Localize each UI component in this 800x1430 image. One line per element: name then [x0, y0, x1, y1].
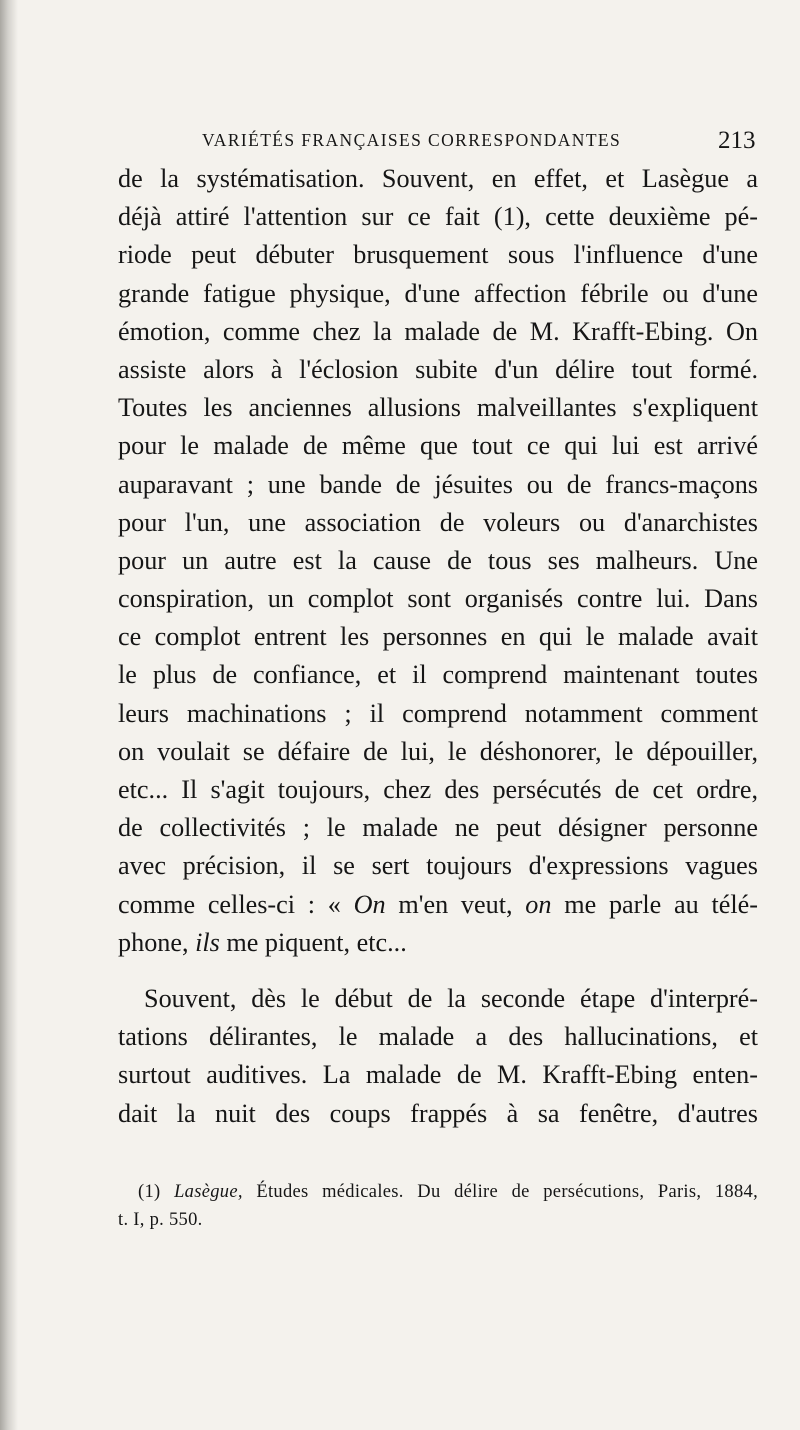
text-line: Toutes les anciennes allusions malveillantes s'expliquent	[118, 393, 758, 423]
italic-pronoun: On	[353, 889, 386, 919]
text-line: de collectivités ; le malade ne peut désigner personne	[118, 813, 758, 843]
text-run: me piquent, etc...	[219, 927, 407, 957]
page-number: 213	[718, 127, 756, 154]
footnote-text: Études médicales. Du délire de persécutions, Paris, 1884,	[242, 1182, 758, 1202]
running-header: VARIÉTÉS FRANÇAISES CORRESPONDANTES	[202, 130, 622, 150]
footnote-marker: (1)	[138, 1182, 175, 1202]
text-line: grande fatigue physique, d'une affection fébrile ou d'une	[118, 278, 758, 308]
footnote	[118, 1178, 758, 1234]
text-line: émotion, comme chez la malade de M. Krafft-Ebing. On	[118, 316, 758, 346]
text-line: riode peut débuter brusquement sous l'influence d'une	[118, 240, 758, 270]
footnote-author: Lasègue,	[174, 1182, 243, 1202]
text-run: m'en veut,	[385, 889, 526, 919]
text-run: me parle au télé-	[551, 889, 758, 919]
text-line: dait la nuit des coups frappés à sa fenêtre, d'autres	[118, 1098, 758, 1128]
footnote-line: t. I, p. 550.	[118, 1210, 203, 1230]
text-line: pour un autre est la cause de tous ses malheurs. Une	[118, 545, 758, 575]
text-line-mixed	[118, 924, 758, 962]
text-line: etc... Il s'agit toujours, chez des persécutés de cet ordre,	[118, 775, 758, 804]
text-line-mixed	[118, 886, 758, 924]
text-line: ce complot entrent les personnes en qui le malade avait	[118, 622, 758, 652]
text-line: déjà attiré l'attention sur ce fait (1), cette deuxième pé-	[118, 202, 758, 232]
paragraph-gap	[118, 962, 758, 980]
text-line: Souvent, dès le début de la seconde étape d'interpré-	[144, 983, 758, 1013]
text-line: auparavant ; une bande de jésuites ou de francs-maçons	[118, 469, 758, 499]
text-line: assiste alors à l'éclosion subite d'un délire tout formé.	[118, 354, 758, 384]
text-line: pour le malade de même que tout ce qui lui est arrivé	[118, 431, 758, 461]
text-line: avec précision, il se sert toujours d'expressions vagues	[118, 851, 758, 881]
text-line: de la systématisation. Souvent, en effet, et Lasègue a	[118, 164, 758, 193]
text-line: conspiration, un complot sont organisés contre lui. Dans	[118, 584, 758, 614]
text-line: on voulait se défaire de lui, le déshonorer, le dépouiller,	[118, 736, 758, 766]
italic-pronoun: ils	[195, 927, 220, 957]
page-gutter-shadow	[0, 0, 18, 1430]
text-line: tations délirantes, le malade a des hallucinations, et	[118, 1022, 758, 1052]
text-line: le plus de confiance, et il comprend maintenant toutes	[118, 660, 758, 690]
italic-pronoun: on	[525, 889, 552, 919]
text-run: phone,	[118, 927, 196, 957]
text-line: leurs machinations ; il comprend notamment comment	[118, 698, 758, 728]
text-line: surtout auditives. La malade de M. Krafft-Ebing enten-	[118, 1060, 758, 1090]
body-text	[118, 160, 758, 1133]
footnote-line	[118, 1178, 758, 1206]
text-run: comme celles-ci : «	[118, 889, 354, 919]
text-line: pour l'un, une association de voleurs ou d'anarchistes	[118, 507, 758, 537]
